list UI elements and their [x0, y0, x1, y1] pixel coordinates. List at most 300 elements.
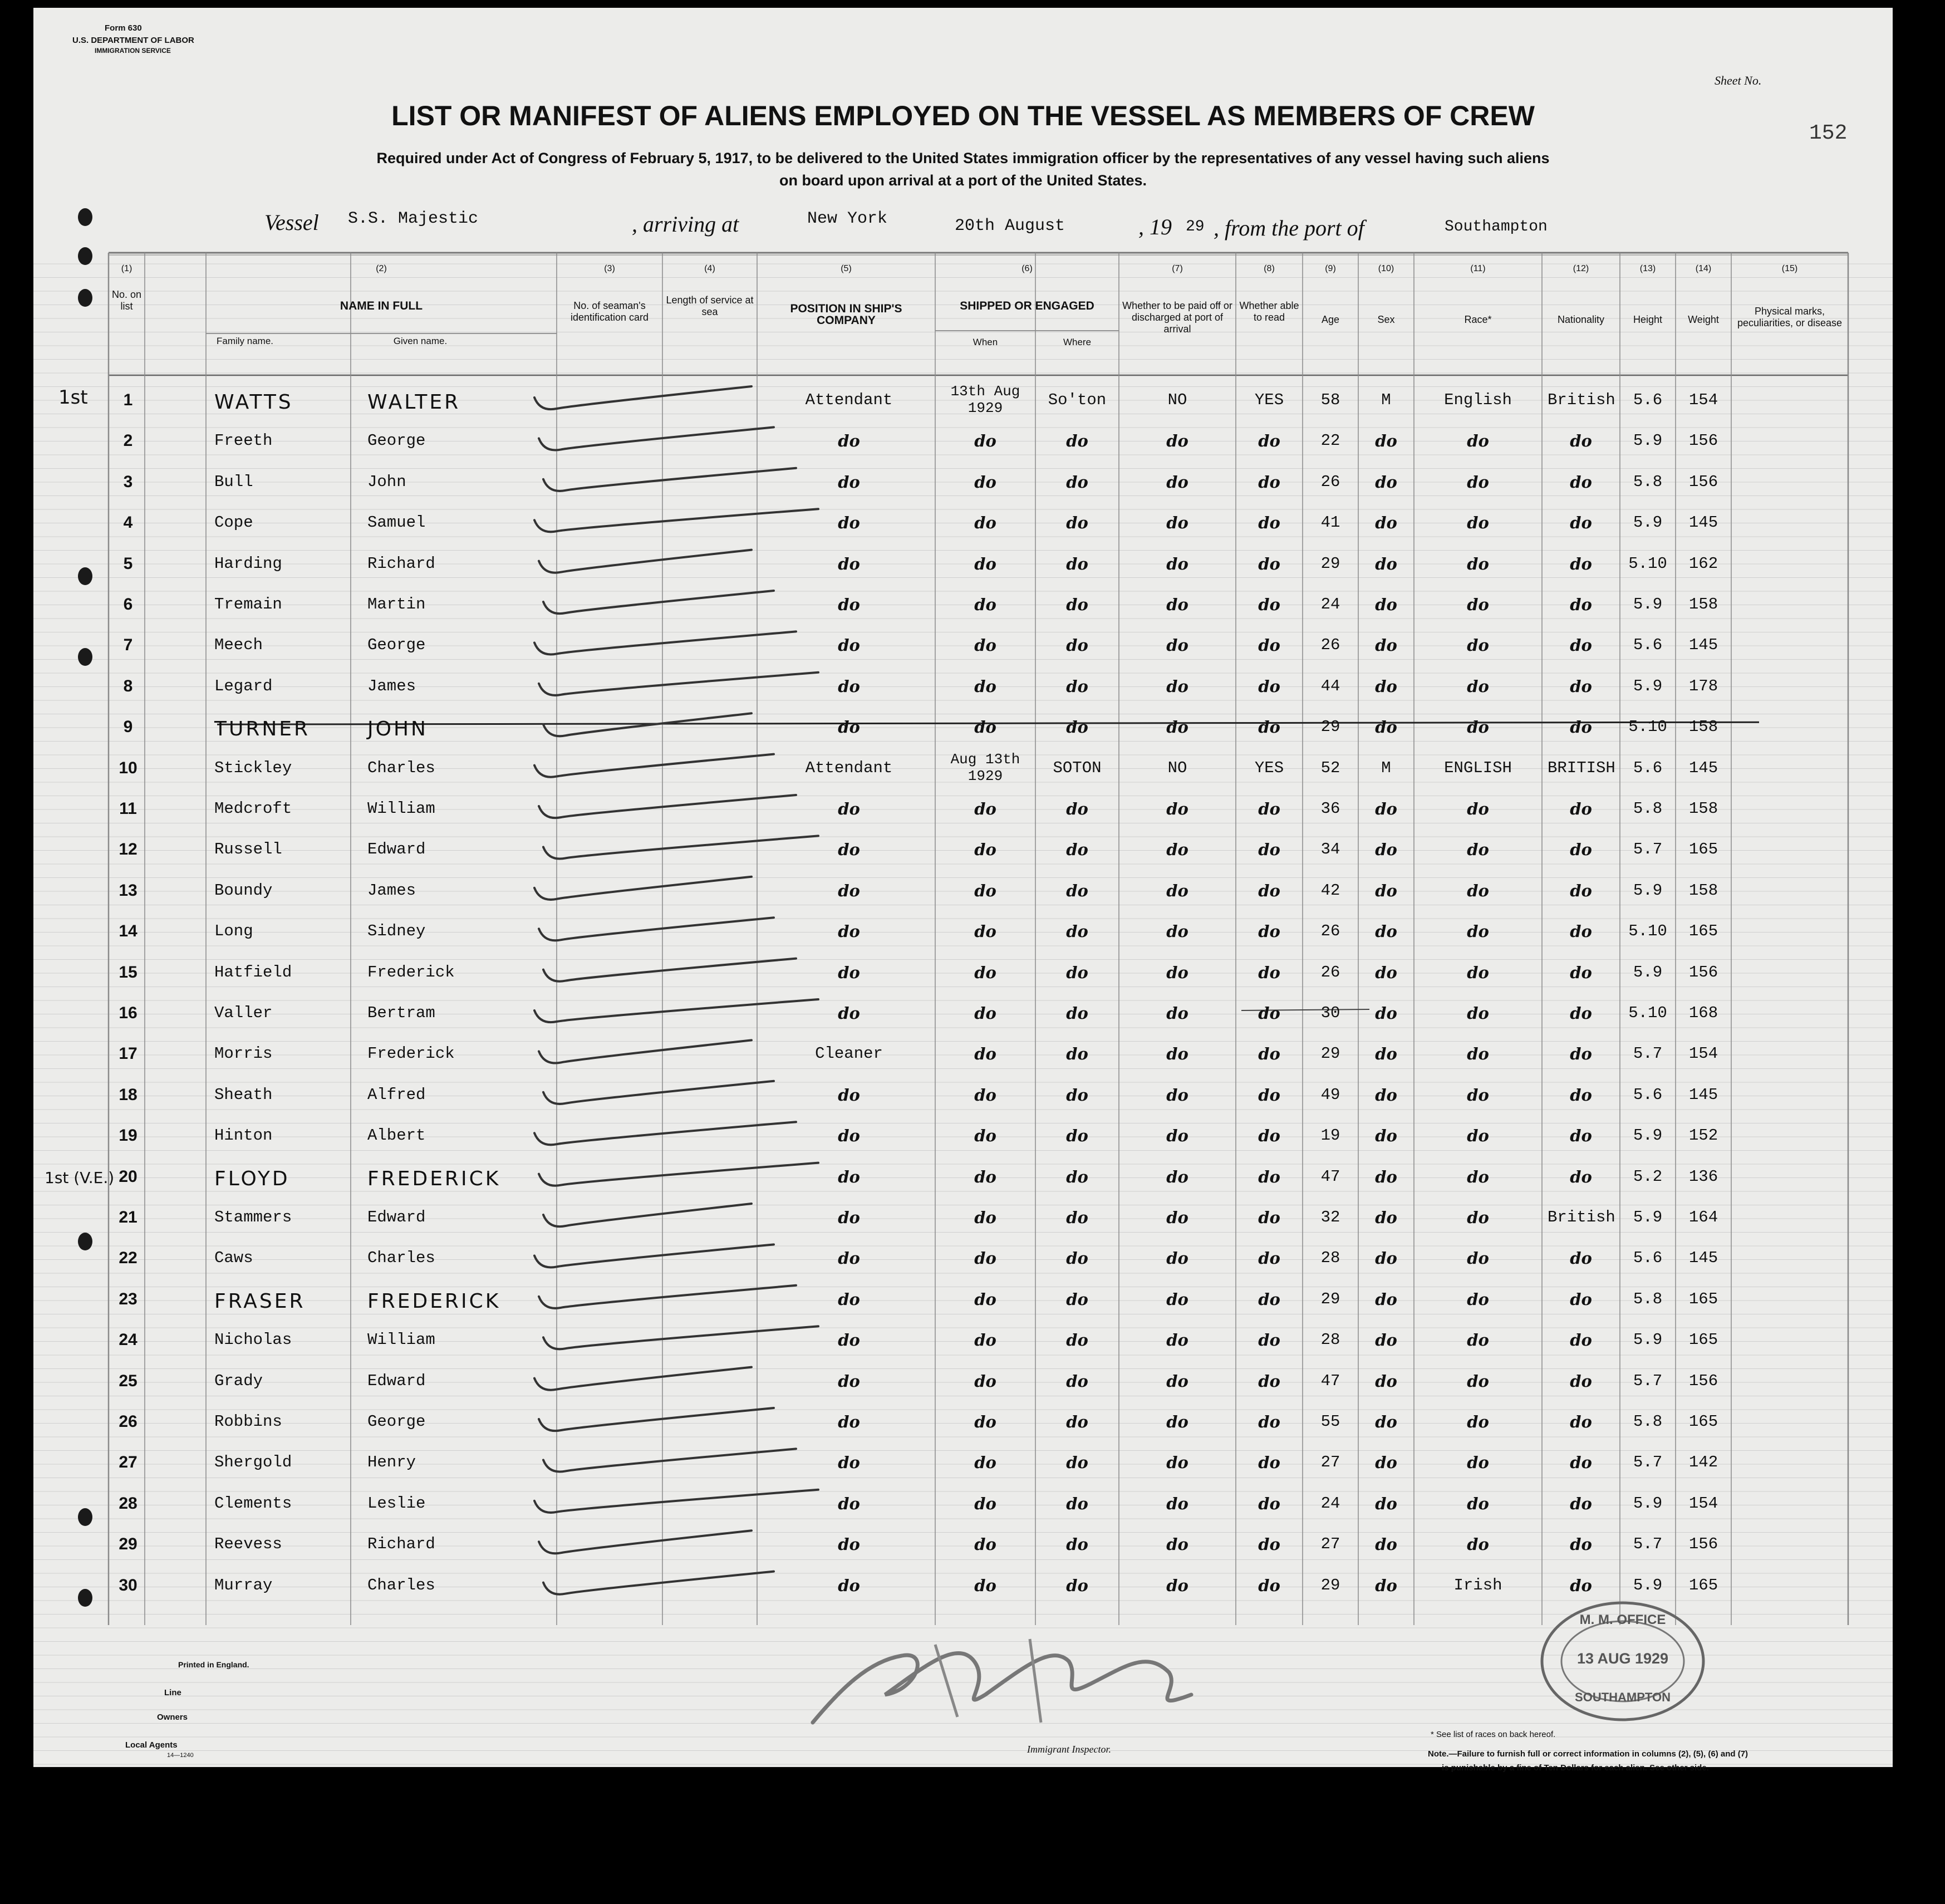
cell-age: 47 — [1320, 1167, 1340, 1186]
cell-age: 29 — [1320, 1576, 1340, 1594]
cell-weight: 165 — [1688, 1289, 1718, 1308]
tick-stroke — [534, 1244, 774, 1267]
subtitle-line-1: Required under Act of Congress of February 5, 1917, to be delivered to the United States immigration officer by the representatives of any vessel having such aliens — [376, 150, 1550, 166]
cell-when: do — [974, 922, 996, 941]
cell-paid: do — [1166, 840, 1188, 860]
cell-sex: do — [1375, 595, 1397, 614]
cell-weight: 152 — [1688, 1126, 1718, 1145]
cell-nat: do — [1570, 513, 1592, 533]
punch-hole — [78, 567, 92, 585]
from-port-label: , from the port of — [1214, 215, 1364, 241]
cell-position: do — [838, 1085, 860, 1105]
cell-weight: 156 — [1688, 431, 1718, 450]
stamp-bottom-text: SOUTHAMPTON — [1575, 1690, 1671, 1704]
cell-read: do — [1258, 472, 1280, 492]
cell-nat: do — [1570, 1085, 1592, 1105]
cell-given: Martin — [367, 595, 426, 614]
cell-when: do — [974, 1044, 996, 1064]
cell-race: Irish — [1453, 1576, 1502, 1594]
cell-nat: do — [1570, 1289, 1592, 1309]
cell-when: do — [974, 799, 996, 818]
row-number: 28 — [119, 1494, 137, 1513]
punch-hole — [78, 1233, 92, 1250]
cell-where: do — [1066, 1289, 1088, 1309]
cell-given: William — [367, 1331, 435, 1350]
cell-read: do — [1258, 718, 1280, 737]
cell-position: do — [838, 840, 860, 860]
fine-note-line-1: Note.—Failure to furnish full or correct information in columns (2), (5), (6) and (7) — [1428, 1749, 1748, 1759]
cell-family: Murray — [214, 1576, 273, 1594]
tick-stroke — [539, 917, 774, 940]
line-label: Line — [164, 1688, 181, 1697]
cell-position: do — [838, 513, 860, 533]
cell-where: SOTON — [1053, 758, 1102, 777]
cell-where: do — [1066, 1167, 1088, 1186]
cell-paid: do — [1166, 718, 1188, 737]
stamp-date: 13 AUG 1929 — [1576, 1650, 1669, 1667]
cell-where: do — [1066, 676, 1088, 696]
cell-where: do — [1066, 1453, 1088, 1473]
cell-given: George — [367, 636, 426, 655]
cell-height: 5.8 — [1633, 1412, 1663, 1431]
cell-position: do — [838, 1126, 860, 1146]
cell-race: do — [1467, 1494, 1489, 1513]
cell-age: 36 — [1320, 799, 1340, 818]
cell-weight: 156 — [1688, 472, 1718, 491]
cell-nat: do — [1570, 799, 1592, 818]
cell-height: 5.9 — [1633, 1331, 1663, 1350]
cell-race: do — [1467, 1044, 1489, 1064]
punch-hole — [78, 1589, 92, 1607]
cell-nat: do — [1570, 1167, 1592, 1186]
cell-paid: do — [1166, 676, 1188, 696]
cell-read: do — [1258, 881, 1280, 900]
column-number: (4) — [704, 264, 715, 273]
cell-sex: do — [1375, 431, 1397, 451]
tick-stroke — [534, 999, 818, 1022]
cell-sex: do — [1375, 1412, 1397, 1431]
cell-family: Freeth — [214, 431, 273, 450]
cell-nat: do — [1570, 636, 1592, 655]
cell-family: Reevess — [214, 1535, 282, 1554]
cell-race: do — [1467, 718, 1489, 737]
tick-stroke — [539, 550, 752, 573]
cell-when: do — [974, 1371, 996, 1391]
cell-paid: do — [1166, 1371, 1188, 1391]
cell-when: do — [974, 1249, 996, 1268]
cell-read: do — [1258, 1208, 1280, 1227]
row-number: 22 — [119, 1249, 137, 1268]
cell-when: do — [974, 676, 996, 696]
column-number: (9) — [1325, 264, 1336, 273]
service-label: IMMIGRATION SERVICE — [95, 47, 171, 55]
cell-given: George — [367, 1412, 426, 1431]
cell-when: do — [974, 840, 996, 860]
cell-where: do — [1066, 513, 1088, 533]
cell-race: do — [1467, 431, 1489, 451]
cell-sex: do — [1375, 1494, 1397, 1513]
cell-sex: do — [1375, 1453, 1397, 1473]
cell-paid: do — [1166, 1085, 1188, 1105]
cell-age: 24 — [1320, 595, 1340, 614]
cell-weight: 156 — [1688, 1371, 1718, 1390]
cell-where: do — [1066, 1494, 1088, 1513]
cell-family: Boundy — [214, 881, 273, 900]
cell-family: Robbins — [214, 1412, 282, 1431]
cell-race: do — [1467, 1249, 1489, 1268]
cell-age: 22 — [1320, 431, 1340, 450]
cell-given: James — [367, 881, 416, 900]
cell-position: do — [838, 881, 860, 900]
cell-paid: do — [1166, 1453, 1188, 1473]
cell-age: 19 — [1320, 1126, 1340, 1145]
cell-position: do — [838, 1167, 860, 1186]
cell-position: do — [838, 1535, 860, 1554]
arriving-label: , arriving at — [632, 212, 739, 237]
cell-age: 47 — [1320, 1371, 1340, 1390]
cell-age: 26 — [1320, 963, 1340, 982]
cell-read: do — [1258, 1249, 1280, 1268]
column-number: (8) — [1264, 264, 1275, 273]
cell-sex: do — [1375, 1085, 1397, 1105]
page-number: 152 — [1809, 121, 1848, 145]
cell-read: do — [1258, 840, 1280, 860]
column-header: Whether to be paid off or discharged at port of arrival — [1122, 300, 1232, 335]
cell-sex: do — [1375, 1249, 1397, 1268]
cell-race: do — [1467, 554, 1489, 573]
cell-where: do — [1066, 840, 1088, 860]
cell-paid: do — [1166, 595, 1188, 614]
margin-mark-row-1: 1st — [58, 386, 88, 409]
column-number: (5) — [841, 264, 852, 273]
cell-read: do — [1258, 513, 1280, 533]
cell-position: Attendant — [805, 391, 893, 409]
column-number: (6) — [1021, 264, 1033, 273]
cell-height: 5.8 — [1633, 799, 1663, 818]
cell-read: do — [1258, 431, 1280, 451]
column-header: Height — [1633, 314, 1663, 325]
cell-height: 5.10 — [1628, 718, 1667, 737]
year-suffix: 29 — [1186, 218, 1205, 235]
cell-family: Tremain — [214, 595, 282, 614]
cell-position: do — [838, 1412, 860, 1431]
column-header: Physical marks, peculiarities, or disease — [1737, 306, 1843, 328]
subheader-where: Where — [1063, 337, 1092, 347]
cell-sex: do — [1375, 513, 1397, 533]
cell-position: do — [838, 1208, 860, 1227]
cell-nat: do — [1570, 1331, 1592, 1350]
cell-weight: 145 — [1688, 758, 1718, 777]
cell-when: do — [974, 1289, 996, 1309]
cell-weight: 165 — [1688, 922, 1718, 941]
cell-age: 55 — [1320, 1412, 1340, 1431]
cell-sex: do — [1375, 922, 1397, 941]
cell-paid: do — [1166, 472, 1188, 492]
cell-family: Valler — [214, 1004, 273, 1022]
tick-stroke — [534, 386, 752, 409]
cell-race: do — [1467, 513, 1489, 533]
cell-height: 5.8 — [1633, 472, 1663, 491]
cell-family: Stickley — [214, 758, 292, 777]
cell-read: do — [1258, 1004, 1280, 1023]
cell-given: George — [367, 431, 426, 450]
cell-where: do — [1066, 1126, 1088, 1146]
cell-nat: do — [1570, 554, 1592, 573]
cell-given: Bertram — [367, 1004, 435, 1022]
cell-given: FREDERICK — [367, 1167, 501, 1190]
cell-family: Meech — [214, 636, 263, 655]
cell-when: Aug 13th 1929 — [950, 750, 1020, 784]
cell-race: do — [1467, 1331, 1489, 1350]
row-number: 16 — [119, 1004, 137, 1022]
cell-weight: 154 — [1688, 391, 1718, 409]
cell-height: 5.7 — [1633, 1371, 1663, 1390]
cell-race: do — [1467, 595, 1489, 614]
vessel-label: Vessel — [264, 210, 319, 235]
cell-where: do — [1066, 963, 1088, 982]
cell-when: do — [974, 718, 996, 737]
cell-weight: 156 — [1688, 1535, 1718, 1554]
cell-read: do — [1258, 676, 1280, 696]
cell-age: 27 — [1320, 1535, 1340, 1554]
cell-when: do — [974, 1535, 996, 1554]
cell-race: do — [1467, 1453, 1489, 1473]
cell-position: do — [838, 636, 860, 655]
cell-race: ENGLISH — [1444, 758, 1512, 777]
cell-given: Albert — [367, 1126, 426, 1145]
cell-position: do — [838, 963, 860, 982]
cell-given: Frederick — [367, 1044, 455, 1063]
fine-note-line-2: is punishable by a fine of Ten Dollars for each alien. See other side. — [1442, 1763, 1709, 1773]
cell-position: do — [838, 922, 860, 941]
cell-height: 5.6 — [1633, 758, 1663, 777]
cell-family: Legard — [214, 676, 273, 695]
cell-paid: do — [1166, 1249, 1188, 1268]
cell-given: James — [367, 676, 416, 695]
vessel-name: S.S. Majestic — [348, 209, 479, 228]
cell-family: TURNER — [214, 718, 311, 741]
cell-given: JOHN — [367, 718, 428, 741]
cell-race: do — [1467, 1167, 1489, 1186]
cell-paid: do — [1166, 1289, 1188, 1309]
cell-paid: do — [1166, 963, 1188, 982]
cell-age: 34 — [1320, 840, 1340, 859]
cell-when: do — [974, 1331, 996, 1350]
sheet-no-label: Sheet No. — [1715, 73, 1762, 87]
cell-when: do — [974, 513, 996, 533]
row-number: 13 — [119, 881, 137, 900]
row-number: 23 — [119, 1289, 137, 1308]
office-stamp — [1539, 1600, 1706, 1723]
owners-label: Owners — [157, 1712, 188, 1722]
cell-family: WATTS — [214, 391, 293, 414]
stamp-top-text: M. M. OFFICE — [1579, 1612, 1666, 1627]
cell-where: do — [1066, 799, 1088, 818]
printed-in-england: Printed in England. — [178, 1660, 249, 1669]
cell-nat: do — [1570, 881, 1592, 900]
cell-weight: 145 — [1688, 636, 1718, 655]
cell-age: 24 — [1320, 1494, 1340, 1513]
cell-sex: M — [1381, 391, 1391, 409]
column-header: SHIPPED OR ENGAGED — [960, 300, 1094, 312]
cell-weight: 136 — [1688, 1167, 1718, 1186]
cell-age: 49 — [1320, 1085, 1340, 1104]
cell-age: 29 — [1320, 554, 1340, 573]
cell-nat: do — [1570, 595, 1592, 614]
cell-height: 5.6 — [1633, 391, 1663, 409]
cell-race: do — [1467, 840, 1489, 860]
cell-sex: do — [1375, 1289, 1397, 1309]
cell-sex: do — [1375, 1167, 1397, 1186]
cell-family: Shergold — [214, 1453, 292, 1472]
cell-family: Cope — [214, 513, 253, 532]
cell-height: 5.6 — [1633, 1249, 1663, 1268]
tick-stroke — [543, 591, 774, 614]
cell-paid: do — [1166, 1004, 1188, 1023]
cell-nat: do — [1570, 1371, 1592, 1391]
cell-nat: do — [1570, 1044, 1592, 1064]
cell-race: do — [1467, 799, 1489, 818]
cell-height: 5.7 — [1633, 1535, 1663, 1554]
cell-race: do — [1467, 963, 1489, 982]
cell-age: 58 — [1320, 391, 1340, 409]
cell-age: 52 — [1320, 758, 1340, 777]
row-number: 5 — [123, 554, 133, 573]
cell-weight: 158 — [1688, 595, 1718, 614]
cell-when: do — [974, 881, 996, 900]
cell-age: 44 — [1320, 676, 1340, 695]
cell-nat: do — [1570, 840, 1592, 860]
cell-race: do — [1467, 1126, 1489, 1146]
cell-height: 5.10 — [1628, 554, 1667, 573]
cell-given: Charles — [367, 1576, 435, 1594]
tick-stroke — [534, 509, 818, 532]
cell-race: do — [1467, 1085, 1489, 1105]
cell-where: So'ton — [1048, 391, 1107, 409]
cell-given: Samuel — [367, 513, 426, 532]
inspector-signature — [790, 1628, 1225, 1739]
cell-where: do — [1066, 1576, 1088, 1595]
cell-given: WALTER — [367, 391, 461, 414]
punch-hole — [78, 247, 92, 265]
cell-age: 41 — [1320, 513, 1340, 532]
cell-where: do — [1066, 1044, 1088, 1064]
column-number: (13) — [1639, 264, 1656, 273]
row-number: 15 — [119, 963, 137, 982]
cell-when: do — [974, 636, 996, 655]
cell-read: do — [1258, 922, 1280, 941]
row-number: 10 — [119, 758, 137, 777]
cell-nat: do — [1570, 676, 1592, 696]
cell-family: Stammers — [214, 1208, 292, 1226]
cell-sex: do — [1375, 840, 1397, 860]
cell-height: 5.9 — [1633, 963, 1663, 982]
cell-given: John — [367, 472, 406, 491]
cell-nat: do — [1570, 1126, 1592, 1146]
arrival-date: 20th August — [955, 217, 1065, 235]
cell-weight: 164 — [1688, 1208, 1718, 1226]
cell-height: 5.7 — [1633, 1453, 1663, 1472]
cell-age: 28 — [1320, 1249, 1340, 1268]
cell-position: do — [838, 554, 860, 573]
cell-sex: do — [1375, 881, 1397, 900]
cell-where: do — [1066, 636, 1088, 655]
tick-stroke — [539, 1530, 752, 1553]
cell-sex: do — [1375, 676, 1397, 696]
tick-stroke — [543, 1204, 752, 1226]
cell-weight: 158 — [1688, 718, 1718, 737]
cell-family: Grady — [214, 1371, 263, 1390]
cell-nat: do — [1570, 431, 1592, 451]
row-number: 29 — [119, 1535, 137, 1554]
cell-height: 5.8 — [1633, 1289, 1663, 1308]
cell-weight: 178 — [1688, 676, 1718, 695]
cell-sex: do — [1375, 1044, 1397, 1064]
tick-stroke — [539, 1408, 774, 1431]
cell-nat: do — [1570, 718, 1592, 737]
cell-height: 5.2 — [1633, 1167, 1663, 1186]
cell-weight: 158 — [1688, 799, 1718, 818]
cell-paid: do — [1166, 1412, 1188, 1431]
column-header: Race* — [1464, 314, 1492, 325]
cell-weight: 158 — [1688, 881, 1718, 900]
cell-nat: do — [1570, 922, 1592, 941]
year-prefix: , 19 — [1138, 214, 1172, 239]
column-number: (12) — [1573, 264, 1589, 273]
punch-hole — [78, 648, 92, 666]
cell-when: do — [974, 1085, 996, 1105]
subheader-when: When — [972, 337, 998, 347]
column-header: Length of service at sea — [666, 295, 754, 317]
cell-nat: do — [1570, 1576, 1592, 1595]
tick-stroke — [534, 1367, 752, 1390]
local-agents-label: Local Agents — [125, 1740, 178, 1750]
cell-height: 5.9 — [1633, 1576, 1663, 1594]
cell-read: do — [1258, 1576, 1280, 1595]
cell-paid: do — [1166, 922, 1188, 941]
cell-position: do — [838, 1371, 860, 1391]
cell-read: do — [1258, 595, 1280, 614]
cell-where: do — [1066, 431, 1088, 451]
cell-when: 13th Aug 1929 — [950, 383, 1020, 416]
row-number: 4 — [123, 513, 133, 532]
cell-sex: do — [1375, 799, 1397, 818]
cell-where: do — [1066, 1412, 1088, 1431]
cell-read: do — [1258, 1126, 1280, 1146]
cell-sex: do — [1375, 636, 1397, 655]
cell-race: do — [1467, 1208, 1489, 1227]
cell-paid: do — [1166, 799, 1188, 818]
cell-where: do — [1066, 1208, 1088, 1227]
cell-paid: do — [1166, 1494, 1188, 1513]
cell-given: Richard — [367, 554, 435, 573]
cell-family: Medcroft — [214, 799, 292, 818]
column-header: Whether able to read — [1239, 300, 1299, 323]
cell-paid: do — [1166, 1208, 1188, 1227]
column-number: (11) — [1470, 264, 1486, 273]
cell-where: do — [1066, 1249, 1088, 1268]
cell-age: 29 — [1320, 718, 1340, 737]
cell-family: Harding — [214, 554, 282, 573]
cell-paid: do — [1166, 636, 1188, 655]
cell-sex: do — [1375, 1004, 1397, 1023]
cell-given: Richard — [367, 1535, 435, 1554]
cell-paid: do — [1166, 431, 1188, 451]
row-number: 27 — [119, 1453, 137, 1472]
subtitle-line-2: on board upon arrival at a port of the United States. — [779, 172, 1147, 189]
cell-nat: do — [1570, 963, 1592, 982]
cell-weight: 142 — [1688, 1453, 1718, 1472]
